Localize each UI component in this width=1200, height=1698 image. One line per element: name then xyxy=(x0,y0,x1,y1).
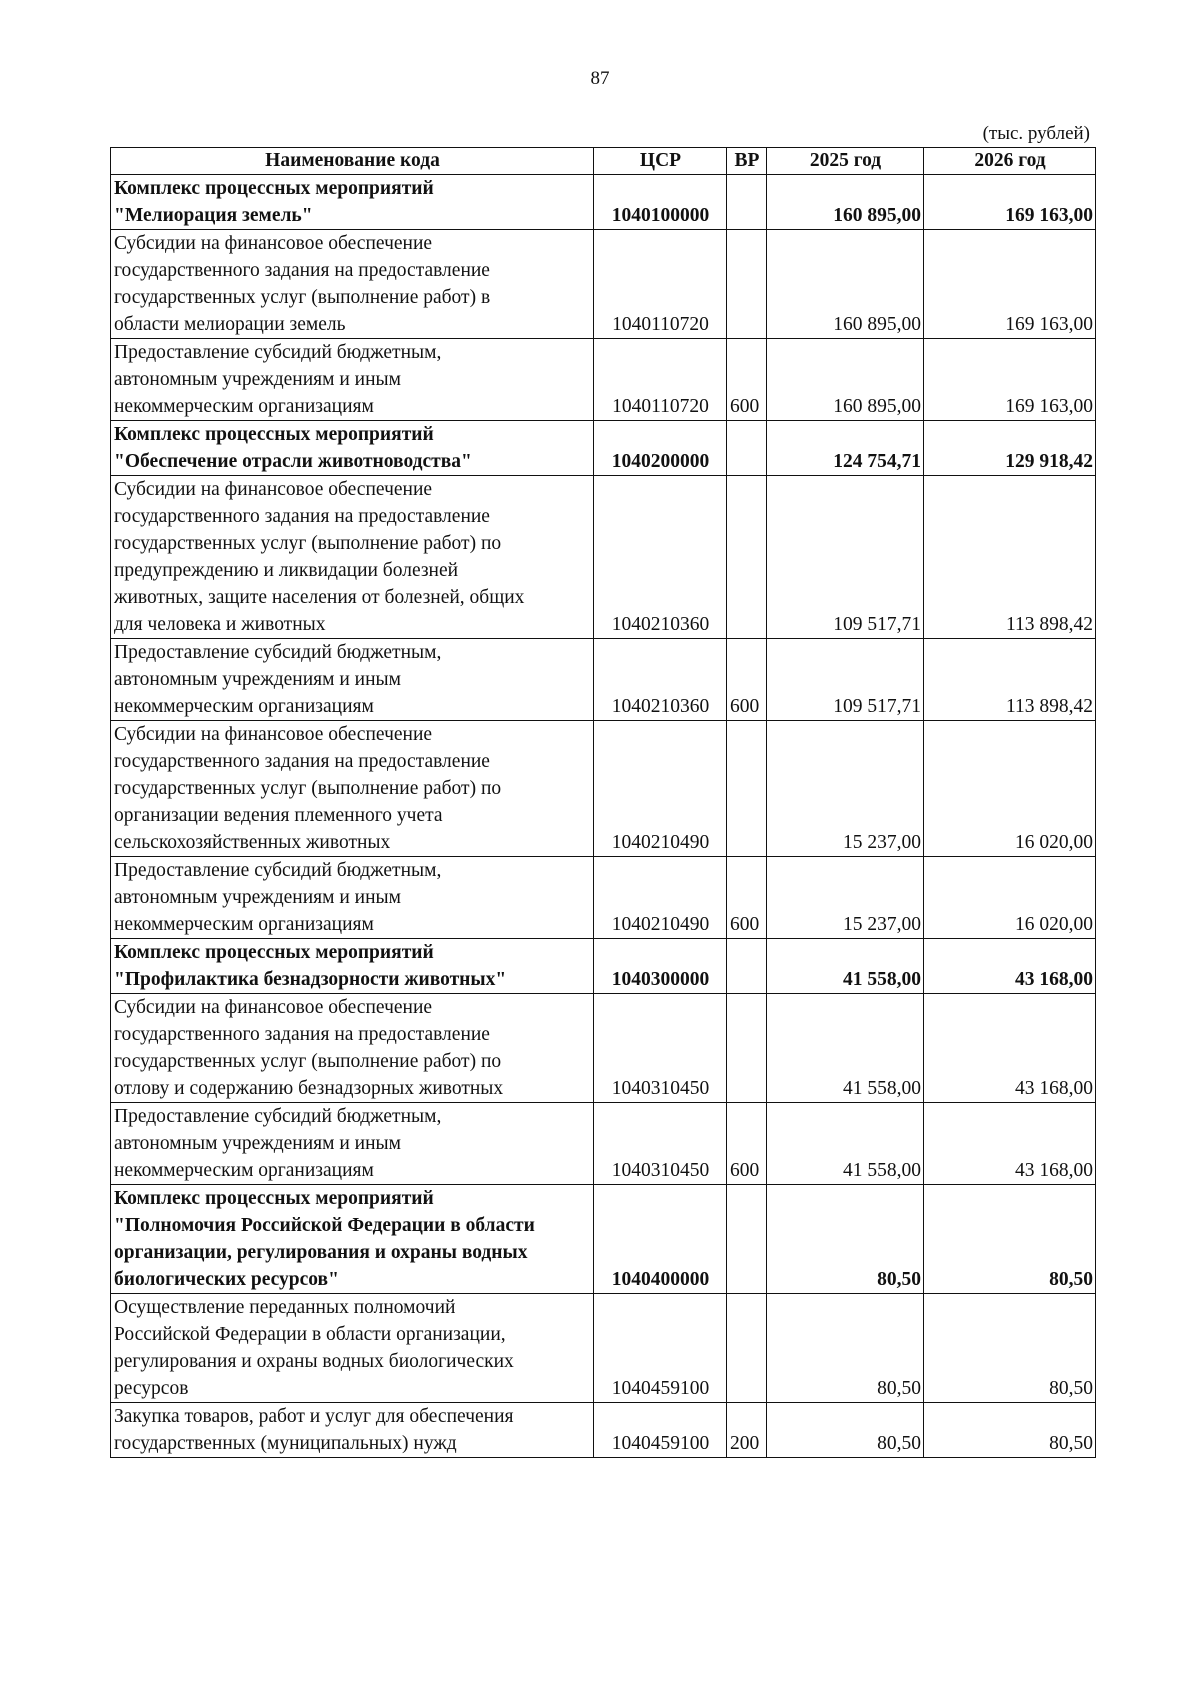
row-2026: 16 020,00 xyxy=(924,721,1096,857)
row-vr: 600 xyxy=(727,1103,767,1185)
header-2026: 2026 год xyxy=(924,148,1096,175)
row-name: Субсидии на финансовое обеспечение государственного задания на предоставление государственных услуг (выполнение работ) по предупреждению и ликвидации болезней животных, защите населения от болезней, общих для человека и животных xyxy=(111,476,594,639)
row-vr: 600 xyxy=(727,639,767,721)
table-row xyxy=(111,994,1096,1103)
row-csr: 1040110720 xyxy=(594,230,727,339)
row-csr: 1040100000 xyxy=(594,175,727,230)
row-2025: 109 517,71 xyxy=(767,639,924,721)
row-csr: 1040210490 xyxy=(594,721,727,857)
row-2026: 80,50 xyxy=(924,1294,1096,1403)
row-name: Предоставление субсидий бюджетным, автономным учреждениям и иным некоммерческим организациям xyxy=(111,857,594,939)
row-name: Осуществление переданных полномочий Российской Федерации в области организации, регулирования и охраны водных биологических ресурсов xyxy=(111,1294,594,1403)
row-2026: 16 020,00 xyxy=(924,857,1096,939)
row-name: Предоставление субсидий бюджетным, автономным учреждениям и иным некоммерческим организациям xyxy=(111,339,594,421)
row-vr xyxy=(727,175,767,230)
row-csr: 1040310450 xyxy=(594,994,727,1103)
row-vr xyxy=(727,476,767,639)
row-2026: 129 918,42 xyxy=(924,421,1096,476)
header-2025: 2025 год xyxy=(767,148,924,175)
row-2026: 113 898,42 xyxy=(924,639,1096,721)
header-vr: ВР xyxy=(727,148,767,175)
row-2026: 169 163,00 xyxy=(924,175,1096,230)
row-2025: 109 517,71 xyxy=(767,476,924,639)
row-vr xyxy=(727,1185,767,1294)
row-2026: 43 168,00 xyxy=(924,939,1096,994)
row-2025: 41 558,00 xyxy=(767,994,924,1103)
row-csr: 1040210360 xyxy=(594,476,727,639)
row-csr: 1040210490 xyxy=(594,857,727,939)
row-name: Комплекс процессных мероприятий "Обеспечение отрасли животноводства" xyxy=(111,421,594,476)
row-vr xyxy=(727,1294,767,1403)
row-2026: 169 163,00 xyxy=(924,230,1096,339)
row-2025: 41 558,00 xyxy=(767,1103,924,1185)
header-csr: ЦСР xyxy=(594,148,727,175)
row-vr xyxy=(727,721,767,857)
header-name: Наименование кода xyxy=(111,148,594,175)
row-2026: 80,50 xyxy=(924,1185,1096,1294)
row-2025: 160 895,00 xyxy=(767,230,924,339)
budget-table xyxy=(110,147,1096,1458)
page-number: 87 xyxy=(590,68,610,89)
row-csr: 1040200000 xyxy=(594,421,727,476)
table-row xyxy=(111,339,1096,421)
row-csr: 1040110720 xyxy=(594,339,727,421)
row-2025: 160 895,00 xyxy=(767,175,924,230)
row-name: Субсидии на финансовое обеспечение государственного задания на предоставление государственных услуг (выполнение работ) по отлову и содержанию безнадзорных животных xyxy=(111,994,594,1103)
row-name: Субсидии на финансовое обеспечение государственного задания на предоставление государственных услуг (выполнение работ) в области мелиорации земель xyxy=(111,230,594,339)
table-row xyxy=(111,721,1096,857)
row-2025: 80,50 xyxy=(767,1185,924,1294)
row-csr: 1040459100 xyxy=(594,1294,727,1403)
table-row xyxy=(111,857,1096,939)
row-csr: 1040310450 xyxy=(594,1103,727,1185)
row-name: Предоставление субсидий бюджетным, автономным учреждениям и иным некоммерческим организациям xyxy=(111,1103,594,1185)
row-2025: 124 754,71 xyxy=(767,421,924,476)
row-csr: 1040300000 xyxy=(594,939,727,994)
table-row xyxy=(111,230,1096,339)
row-2026: 169 163,00 xyxy=(924,339,1096,421)
row-2025: 41 558,00 xyxy=(767,939,924,994)
row-name: Комплекс процессных мероприятий "Профилактика безнадзорности животных" xyxy=(111,939,594,994)
table-row xyxy=(111,939,1096,994)
row-vr: 600 xyxy=(727,339,767,421)
row-name: Комплекс процессных мероприятий "Мелиорация земель" xyxy=(111,175,594,230)
row-vr: 600 xyxy=(727,857,767,939)
row-2025: 80,50 xyxy=(767,1294,924,1403)
row-csr: 1040459100 xyxy=(594,1403,727,1458)
row-vr xyxy=(727,939,767,994)
row-vr xyxy=(727,421,767,476)
table-header-row xyxy=(111,148,1096,175)
row-csr: 1040210360 xyxy=(594,639,727,721)
table-row xyxy=(111,175,1096,230)
row-2026: 43 168,00 xyxy=(924,994,1096,1103)
table-row xyxy=(111,1294,1096,1403)
row-2026: 80,50 xyxy=(924,1403,1096,1458)
row-2026: 43 168,00 xyxy=(924,1103,1096,1185)
row-2025: 80,50 xyxy=(767,1403,924,1458)
row-2025: 160 895,00 xyxy=(767,339,924,421)
table-row xyxy=(111,639,1096,721)
row-name: Предоставление субсидий бюджетным, автономным учреждениям и иным некоммерческим организациям xyxy=(111,639,594,721)
row-name: Субсидии на финансовое обеспечение государственного задания на предоставление государственных услуг (выполнение работ) по организации ведения племенного учета сельскохозяйственных животных xyxy=(111,721,594,857)
row-2025: 15 237,00 xyxy=(767,721,924,857)
row-2026: 113 898,42 xyxy=(924,476,1096,639)
row-2025: 15 237,00 xyxy=(767,857,924,939)
table-row xyxy=(111,1103,1096,1185)
row-vr xyxy=(727,230,767,339)
table-row xyxy=(111,476,1096,639)
table-row xyxy=(111,1185,1096,1294)
row-vr xyxy=(727,994,767,1103)
row-name: Комплекс процессных мероприятий "Полномочия Российской Федерации в области организации, регулирования и охраны водных биологических ресурсов" xyxy=(111,1185,594,1294)
table-row xyxy=(111,421,1096,476)
row-csr: 1040400000 xyxy=(594,1185,727,1294)
table-row xyxy=(111,1403,1096,1458)
row-vr: 200 xyxy=(727,1403,767,1458)
units-label: (тыс. рублей) xyxy=(982,123,1090,144)
row-name: Закупка товаров, работ и услуг для обеспечения государственных (муниципальных) нужд xyxy=(111,1403,594,1458)
